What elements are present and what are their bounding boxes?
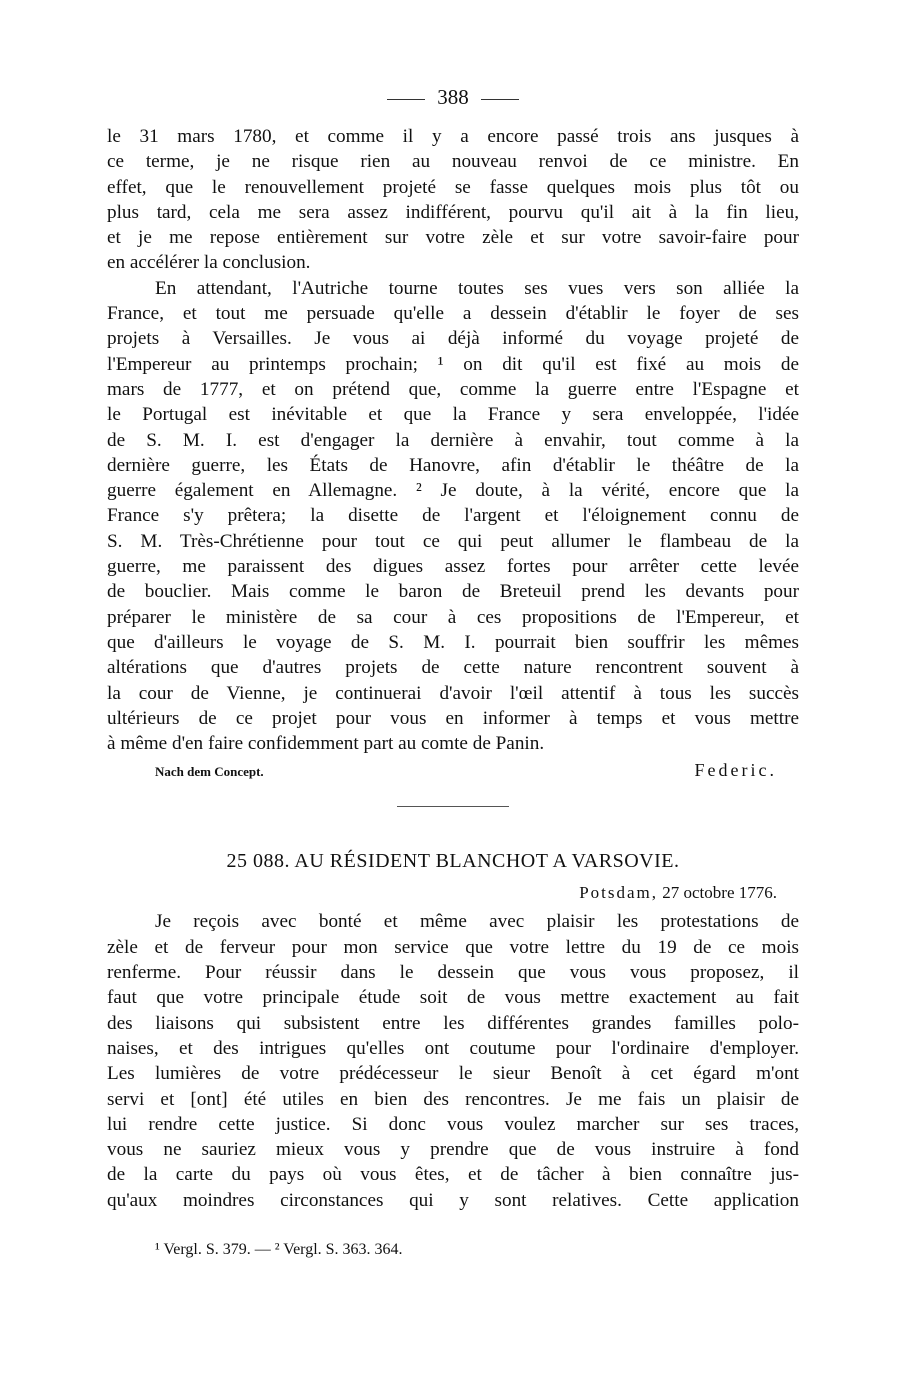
dateline-place: Potsdam, <box>579 883 659 903</box>
header-dash-right <box>481 99 519 100</box>
text-line: qu'aux moindres circonstances qui y sont relatives. Cette application <box>107 1189 799 1211</box>
text-line: en accélérer la conclusion. <box>107 252 311 274</box>
text-line: dernière guerre, les États de Hanovre, afin d'établir le théâtre de la <box>107 454 799 476</box>
text-line: faut que votre principale étude soit de vous mettre exactement au fait <box>107 987 799 1009</box>
text-line: guerre, me paraissent des digues assez fortes pour arrêter cette levée <box>107 556 799 578</box>
text-line: France, et tout me persuade qu'elle a dessein d'établir le foyer de ses <box>107 303 799 325</box>
signature-row <box>107 760 799 786</box>
text-line: l'Empereur au printemps prochain; ¹ on dit qu'il est fixé au mois de <box>107 353 799 375</box>
text-line: renferme. Pour réussir dans le dessein que vous vous proposez, il <box>107 962 799 984</box>
text-line: et je me repose entièrement sur votre zèle et sur votre savoir-faire pour <box>107 227 799 249</box>
page-header <box>107 82 799 112</box>
text-line: le 31 mars 1780, et comme il y a encore passé trois ans jusques à <box>107 126 799 147</box>
text-line: zèle et de ferveur pour mon service que votre lettre du 19 de ce mois <box>107 936 799 958</box>
text-line: ce terme, je ne risque rien au nouveau renvoi de ce ministre. En <box>107 151 799 173</box>
text-line: effet, que le renouvellement projeté se fasse quelques mois plus tôt ou <box>107 176 799 198</box>
text-line: lui rendre cette justice. Si donc vous voulez marcher sur ses traces, <box>107 1113 799 1135</box>
paragraph-1 <box>107 124 799 276</box>
text-line: vous ne sauriez mieux vous y prendre que de vous instruire à fond <box>107 1139 799 1161</box>
paragraph-3 <box>107 909 799 1213</box>
text-line: guerre également en Allemagne. ² Je doute, à la vérité, encore que la <box>107 480 799 502</box>
text-line: à même d'en faire confidemment part au comte de Panin. <box>107 733 545 755</box>
text-line: la cour de Vienne, je continuerai d'avoir l'œil attentif à tous les succès <box>107 682 799 704</box>
text-line: France s'y prêtera; la disette de l'argent et l'éloignement connu de <box>107 505 799 527</box>
section-separator <box>397 806 509 807</box>
text-line: S. M. Très-Chrétienne pour tout ce qui peut allumer le flambeau de la <box>107 530 799 552</box>
text-line: préparer le ministère de sa cour à ces propositions de l'Empereur, et <box>107 606 799 628</box>
text-line: plus tard, cela me sera assez indifférent, pourvu qu'il ait à la fin lieu, <box>107 201 799 223</box>
text-line: de bouclier. Mais comme le baron de Breteuil prend les devants pour <box>107 581 799 603</box>
dateline-date: 27 octobre 1776. <box>662 883 777 903</box>
letter-title: 25 088. AU RÉSIDENT BLANCHOT A VARSOVIE. <box>226 850 680 873</box>
text-line: des liaisons qui subsistent entre les différentes grandes familles polo- <box>107 1012 799 1034</box>
text-line: de S. M. I. est d'engager la dernière à envahir, tout comme à la <box>107 429 799 451</box>
text-line: ultérieurs de ce projet pour vous en informer à temps et vous mettre <box>107 707 799 729</box>
text-line: servi et [ont] été utiles en bien des rencontres. Je me fais un plaisir de <box>107 1088 799 1110</box>
text-line: le Portugal est inévitable et que la France y sera enveloppée, l'idée <box>107 404 799 426</box>
paragraph-2 <box>107 276 799 757</box>
footnotes: ¹ Vergl. S. 379. — ² Vergl. S. 363. 364. <box>155 1240 403 1258</box>
text-line: naises, et des intrigues qu'elles ont coutume pour l'ordinaire d'employer. <box>107 1037 799 1059</box>
book-page <box>107 82 799 1259</box>
text-line: que d'ailleurs le voyage de S. M. I. pourrait bien souffrir les mêmes <box>107 631 799 653</box>
text-line: En attendant, l'Autriche tourne toutes ses vues vers son alliée la <box>155 277 799 299</box>
text-line: de la carte du pays où vous êtes, et de tâcher à bien connaître jus- <box>107 1164 799 1186</box>
text-line: altérations que d'autres projets de cette nature rencontrent souvent à <box>107 657 799 679</box>
header-dash-left <box>387 99 425 100</box>
page-number: 388 <box>437 85 469 109</box>
text-line: Les lumières de votre prédécesseur le sieur Benoît à cet égard m'ont <box>107 1063 799 1085</box>
signature: Federic. <box>694 760 777 781</box>
text-line: Je reçois avec bonté et même avec plaisir les protestations de <box>155 911 799 933</box>
text-line: mars de 1777, et on prétend que, comme la guerre entre l'Espagne et <box>107 378 799 400</box>
dateline <box>107 881 799 905</box>
text-line: projets à Versailles. Je vous ai déjà informé du voyage projeté de <box>107 328 799 350</box>
source-note: Nach dem Concept. <box>155 764 264 780</box>
